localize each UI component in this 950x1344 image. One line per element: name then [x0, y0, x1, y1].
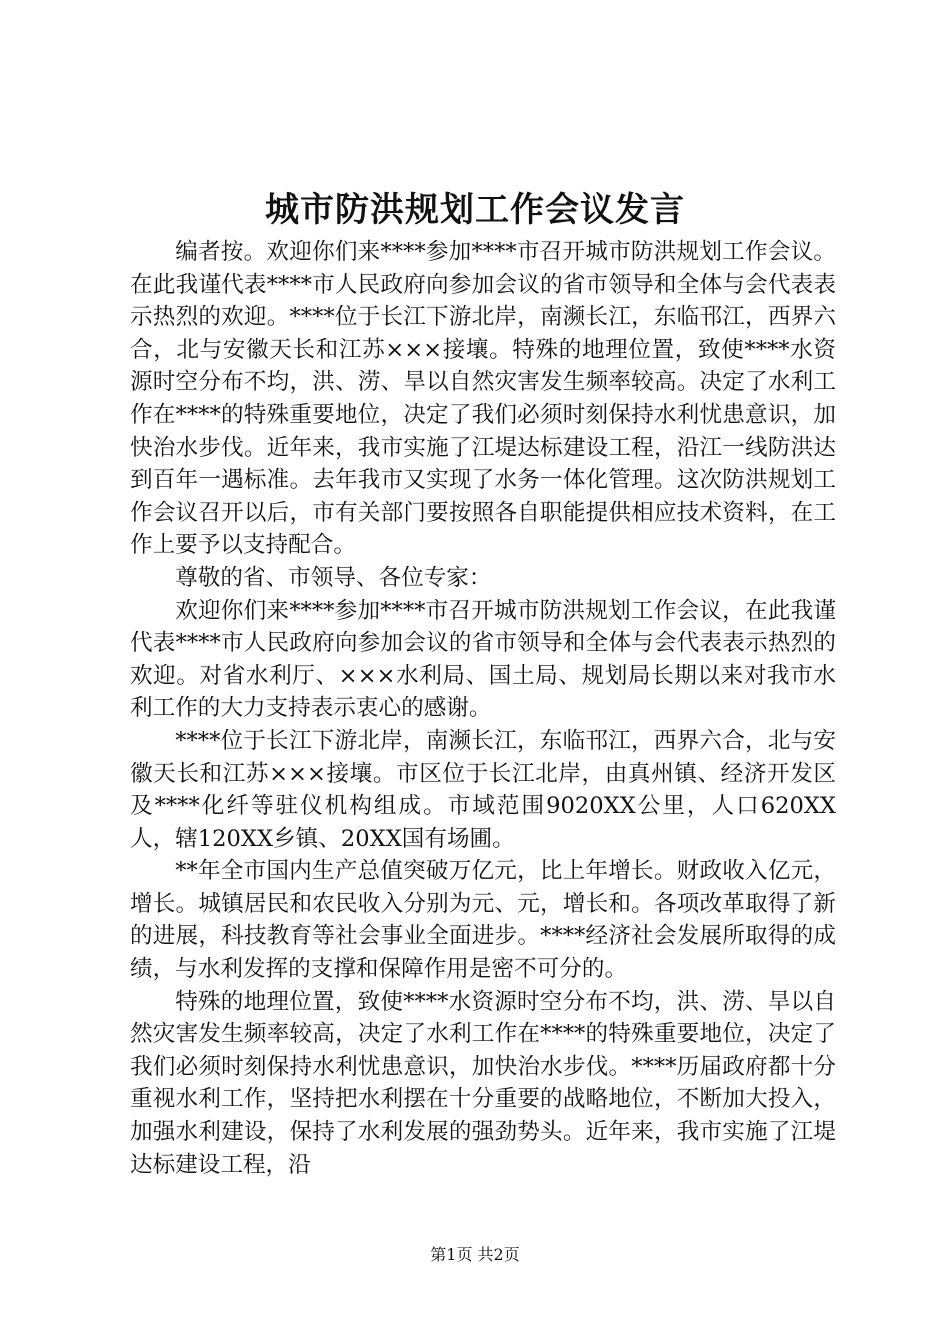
document-title: 城市防洪规划工作会议发言 [265, 190, 685, 230]
paragraph-water-conservancy: 特殊的地理位置，致使****水资源时空分布不均，洪、涝、旱以自然灾害发生频率较高，决定了水利工作在****的特殊重要地位，决定了我们必须时刻保持水利忧患意识，加快治水步伐。****历届政府都十分重视水利工作，坚持把水利摆在十分重要的战略地位，不断加大投入，加强水利建设，保持了水利发展的强劲势头。近年来，我市实施了江堤达标建设工程，沿 [130, 988, 836, 1178]
paragraph-economy: **年全市国内生产总值突破万亿元，比上年增长。财政收入亿元，增长。城镇居民和农民收入分别为元、元，增长和。各项改革取得了新的进展，科技教育等社会事业全面进步。****经济社会发展所取得的成绩，与水利发挥的支撑和保障作用是密不可分的。 [130, 858, 836, 983]
paragraph-location: ****位于长江下游北岸，南濒长江，东临邗江，西界六合，北与安徽天长和江苏×××接壤。市区位于长江北岸，由真州镇、经济开发区及****化纤等驻仪机构组成。市域范围9020XX公里，人口620XX人，辖120XX乡镇、20XX国有场圃。 [130, 727, 836, 852]
paragraph-welcome: 欢迎你们来****参加****市召开城市防洪规划工作会议，在此我谨代表****市人民政府向参加会议的省市领导和全体与会代表表示热烈的欢迎。对省水利厅、×××水利局、国土局、规划局长期以来对我市水利工作的大力支持表示衷心的感谢。 [130, 597, 836, 722]
paragraph-editor-note: 编者按。欢迎你们来****参加****市召开城市防洪规划工作会议。在此我谨代表****市人民政府向参加会议的省市领导和全体与会代表表示热烈的欢迎。****位于长江下游北岸，南濒长江，东临邗江，西界六合，北与安徽天长和江苏×××接壤。特殊的地理位置，致使****水资源时空分布不均，洪、涝、旱以自然灾害发生频率较高。决定了水利工作在****的特殊重要地位，决定了我们必须时刻保持水利忧患意识，加快治水步伐。近年来，我市实施了江堤达标建设工程，沿江一线防洪达到百年一遇标准。去年我市又实现了水务一体化管理。这次防洪规划工作会议召开以后，市有关部门要按照各自职能提供相应技术资料，在工作上要予以支持配合。 [130, 239, 836, 559]
page-footer: 第1页 共2页 [430, 1245, 520, 1264]
paragraph-salutation: 尊敬的省、市领导、各位专家： [175, 564, 492, 591]
document-body [130, 236, 836, 1181]
